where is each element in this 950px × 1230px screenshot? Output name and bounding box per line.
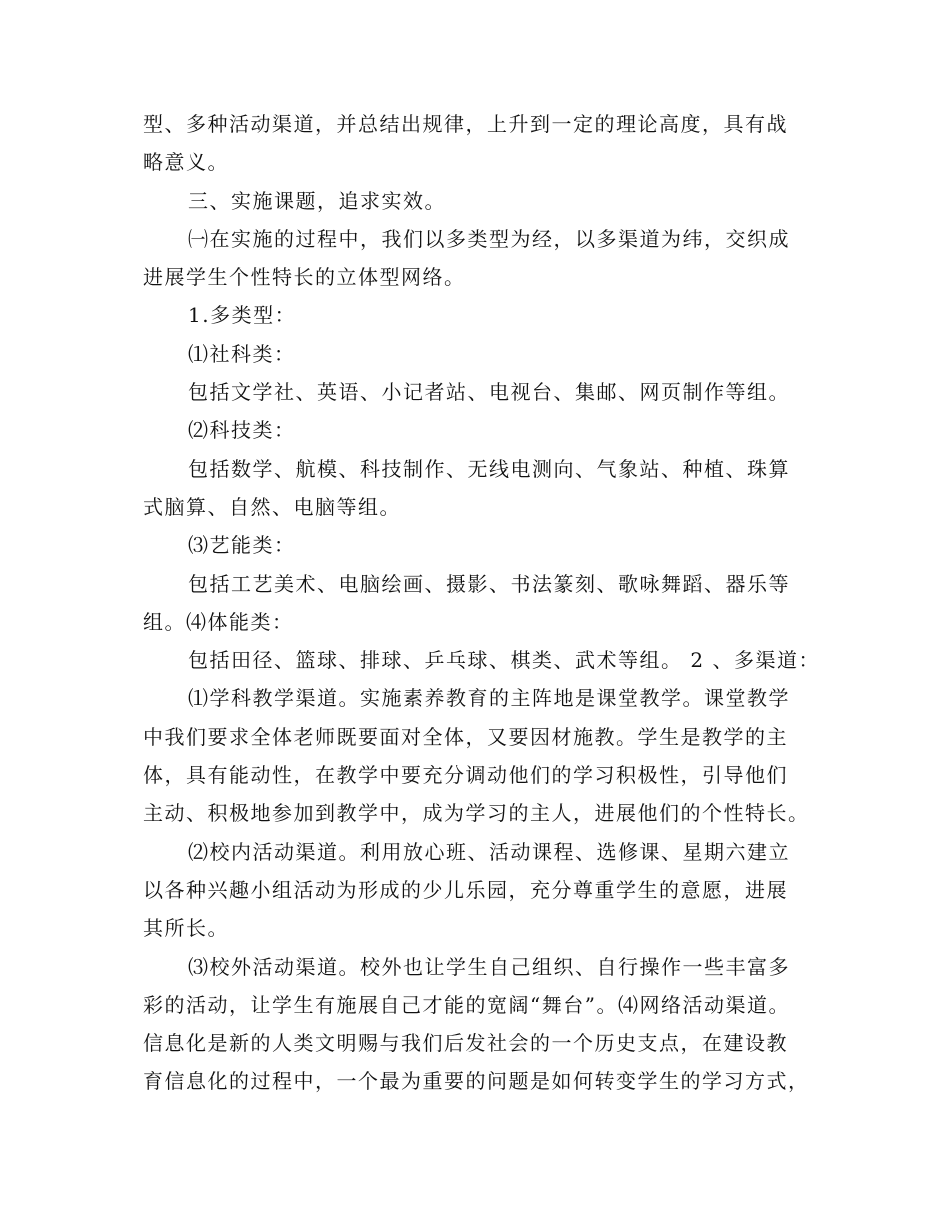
text-line: 彩的活动，让学生有施展自己才能的宽阔“舞台”。⑷网络活动渠道。 <box>143 992 790 1017</box>
text-line: ⑴社科类： <box>188 341 296 366</box>
text-line: ㈠在实施的过程中，我们以多类型为经，以多渠道为纬，交织成 <box>188 226 790 251</box>
text-line: 主动、积极地参加到教学中，成为学习的主人，进展他们的个性特长。 <box>143 801 810 826</box>
text-line: 包括工艺美术、电脑绘画、摄影、书法篆刻、歌咏舞蹈、器乐等 <box>188 571 790 596</box>
text-line: 略意义。 <box>143 150 229 175</box>
text-line: ⑶校外活动渠道。校外也让学生自己组织、自行操作一些丰富多 <box>188 954 790 979</box>
body-text <box>143 105 820 1101</box>
text-line: ⑵校内活动渠道。利用放心班、活动课程、选修课、星期六建立 <box>188 839 790 864</box>
text-line: 体，具有能动性，在教学中要充分调动他们的学习积极性，引导他们 <box>143 763 788 788</box>
text-line: 式脑算、自然、电脑等组。 <box>143 494 401 519</box>
text-line: 包括数学、航模、科技制作、无线电测向、气象站、种植、珠算 <box>188 456 790 481</box>
text-line: 进展学生个性特长的立体型网络。 <box>143 265 466 290</box>
text-line: ⑶艺能类： <box>188 533 296 558</box>
text-line: ⑵科技类： <box>188 418 296 443</box>
text-line: 1.多类型： <box>188 303 297 328</box>
text-line: 育信息化的过程中，一个最为重要的问题是如何转变学生的学习方式， <box>143 1069 810 1094</box>
text-line: ⑴学科教学渠道。实施素养教育的主阵地是课堂教学。课堂教学 <box>188 686 790 711</box>
text-line: 其所长。 <box>143 916 229 941</box>
text-line: 三、实施课题，追求实效。 <box>188 188 446 213</box>
text-line: 型、多种活动渠道，并总结出规律，上升到一定的理论高度，具有战 <box>143 112 788 136</box>
text-line: 信息化是新的人类文明赐与我们后发社会的一个历史支点，在建设教 <box>143 1031 788 1056</box>
text-line: 以各种兴趣小组活动为形成的少儿乐园，充分尊重学生的意愿，进展 <box>143 877 788 902</box>
text-line: 包括文学社、英语、小记者站、电视台、集邮、网页制作等组。 <box>188 380 790 405</box>
text-line: 包括田径、篮球、排球、乒乓球、棋类、武术等组。 2 、多渠道： <box>188 648 820 673</box>
text-line: 组。⑷体能类： <box>143 609 294 634</box>
text-line: 中我们要求全体老师既要面对全体，又要因材施教。学生是教学的主 <box>143 724 788 749</box>
